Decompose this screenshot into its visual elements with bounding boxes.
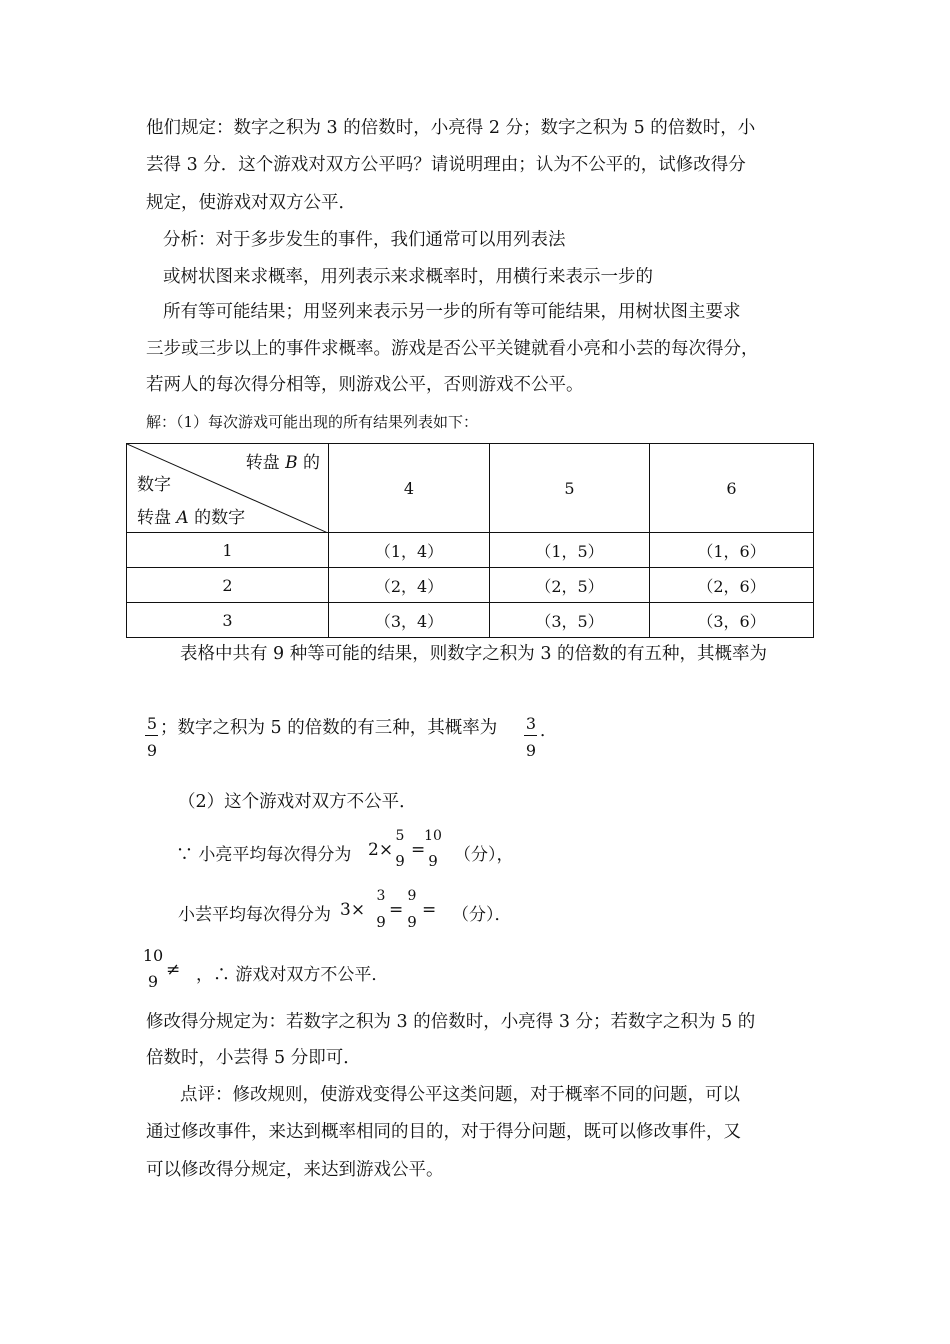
fraction-denominator: 9: [407, 913, 417, 931]
fraction-denominator: 9: [395, 852, 405, 870]
unit-text: （分）．: [452, 905, 512, 925]
fraction-denominator: 9: [146, 741, 158, 760]
analysis-line-4: 三步或三步以上的事件求概率。游戏是否公平关键就看小亮和小芸的每次得分，: [146, 339, 759, 359]
table-cell: （2，4）: [329, 568, 490, 603]
row-label: 2: [127, 568, 329, 603]
table-cell: （1，4）: [329, 533, 490, 568]
column-header: 5: [490, 444, 650, 533]
sentence-end: ．: [540, 721, 557, 741]
fraction-numerator: 5: [395, 828, 405, 844]
outcome-table: [126, 443, 814, 638]
equals-sign: =: [389, 900, 404, 920]
row-label: 3: [127, 603, 329, 638]
fraction-denominator: 9: [428, 852, 438, 870]
analysis-line-2: 或树状图来求概率，用列表示来求概率时，用横行来表示一步的: [163, 267, 653, 287]
diagonal-header-cell: [127, 444, 329, 533]
multiply-expression: 2×: [368, 840, 394, 860]
table-cell: （1，6）: [650, 533, 814, 568]
table-cell: （1，5）: [490, 533, 650, 568]
table-summary: 表格中共有 9 种等可能的结果，则数字之积为 3 的倍数的有五种，其概率为: [180, 644, 768, 664]
solution-intro: 解：（1）每次游戏可能出现的所有结果列表如下：: [146, 413, 479, 431]
modification-line-2: 倍数时，小芸得 5 分即可．: [146, 1048, 361, 1068]
table-cell: （3，4）: [329, 603, 490, 638]
xiaoyun-average-label: 小芸平均每次得分为: [178, 905, 331, 925]
header-bottom-label: 转盘 A 的数字: [137, 508, 246, 528]
problem-line-2: 芸得 3 分．这个游戏对双方公平吗？请说明理由；认为不公平的，试修改得分: [146, 155, 746, 175]
conclusion-text: ，∴ 游戏对双方不公平．: [196, 965, 389, 985]
fraction-bar: [145, 735, 158, 736]
row-label: 1: [127, 533, 329, 568]
fraction-numerator: 3: [376, 888, 386, 904]
fraction-bar: [524, 735, 537, 736]
fraction-numerator: 5: [146, 714, 158, 733]
fraction-denominator: 9: [147, 972, 159, 991]
unit-text: （分），: [454, 845, 514, 865]
equals-sign: =: [411, 840, 426, 860]
table-cell: （2，6）: [650, 568, 814, 603]
fraction-numerator: 10: [142, 946, 164, 965]
comment-line-3: 可以修改得分规定，来达到游戏公平。: [146, 1160, 444, 1180]
not-equal-sign: ≠: [166, 960, 181, 980]
fraction-numerator: 10: [424, 828, 442, 844]
part2-statement: （2）这个游戏对双方不公平．: [178, 792, 417, 812]
comment-line-2: 通过修改事件，来达到概率相同的目的，对于得分问题，既可以修改事件，又: [146, 1122, 741, 1142]
fraction-numerator: 3: [525, 714, 537, 733]
table-cell: （3，6）: [650, 603, 814, 638]
table-row: [127, 533, 814, 568]
problem-line-3: 规定，使游戏对双方公平．: [146, 193, 356, 213]
comment-line-1: 点评：修改规则，使游戏变得公平这类问题，对于概率不同的问题，可以: [180, 1085, 740, 1105]
column-header: 6: [650, 444, 814, 533]
fraction-numerator: 9: [407, 888, 417, 904]
probability-line: ；数字之积为 5 的倍数的有三种，其概率为: [160, 718, 498, 738]
analysis-line-5: 若两人的每次得分相等，则游戏公平，否则游戏不公平。: [146, 375, 584, 395]
table-row: [127, 603, 814, 638]
analysis-line-3: 所有等可能结果；用竖列来表示另一步的所有等可能结果，用树状图主要求: [163, 302, 741, 322]
table-row: [127, 568, 814, 603]
xiaoliang-average-label: ∵ 小亮平均每次得分为: [176, 845, 352, 865]
modification-line-1: 修改得分规定为：若数字之积为 3 的倍数时，小亮得 3 分；若数字之积为 5 的: [146, 1012, 756, 1032]
table-cell: （2，5）: [490, 568, 650, 603]
fraction-denominator: 9: [376, 913, 386, 931]
problem-line-1: 他们规定：数字之积为 3 的倍数时，小亮得 2 分；数字之积为 5 的倍数时，小: [146, 118, 756, 138]
column-header: 4: [329, 444, 490, 533]
table-header-row: [127, 444, 814, 533]
multiply-expression: 3×: [340, 900, 366, 920]
header-top-label: 转盘 B 的: [245, 453, 320, 473]
equals-sign: =: [422, 900, 437, 920]
header-mid-label: 数字: [137, 475, 171, 495]
table-cell: （3，5）: [490, 603, 650, 638]
analysis-line-1: 分析：对于多步发生的事件，我们通常可以用列表法: [163, 230, 566, 250]
fraction-denominator: 9: [525, 741, 537, 760]
